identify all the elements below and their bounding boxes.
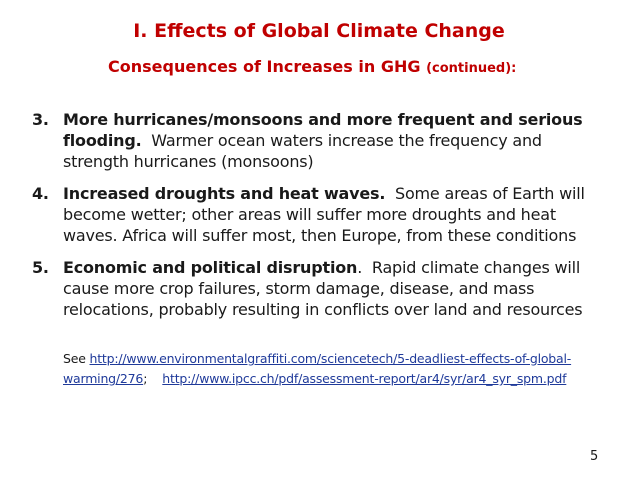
consequences-list — [32, 109, 612, 331]
source-link-ipcc[interactable]: http://www.ipcc.ch/pdf/assessment-report/ar4/syr/ar4_syr_spm.pdf — [162, 371, 567, 386]
list-item-4 — [32, 183, 612, 246]
sources-prefix: See — [63, 351, 86, 366]
item-lead: More hurricanes/monsoons and more frequent and serious flooding. — [63, 110, 583, 150]
item-text: Rapid climate changes will cause more crop failures, storm damage, disease, and mass relocations, probably resulting in conflicts over land and resources — [63, 258, 583, 319]
item-number: 4. — [32, 184, 49, 203]
slide-title: I. Effects of Global Climate Change — [133, 20, 505, 42]
item-lead: Increased droughts and heat waves. — [63, 184, 386, 203]
item-lead-suffix: . — [357, 258, 363, 277]
list-item-3 — [32, 109, 612, 172]
item-text: Some areas of Earth will become wetter; other areas will suffer more droughts and heat waves. Africa will suffer most, then Europe, from these conditions — [63, 184, 585, 245]
item-lead: Economic and political disruption — [63, 258, 358, 277]
subtitle-text: Consequences of Increases in GHG — [108, 57, 421, 76]
list-item-5 — [32, 257, 612, 320]
item-number: 5. — [32, 258, 49, 277]
slide-subtitle — [108, 57, 516, 79]
source-link-environmentalgraffiti[interactable]: http://www.environmentalgraffiti.com/sciencetech/5-deadliest-effects-of-global-warming/276 — [63, 351, 572, 386]
item-number: 3. — [32, 110, 49, 129]
sources-note — [63, 349, 603, 389]
sources-separator: ; — [143, 371, 148, 386]
subtitle-continued: (continued): — [426, 61, 517, 76]
item-text: Warmer ocean waters increase the frequency and strength hurricanes (monsoons) — [63, 131, 542, 171]
page-number: 5 — [590, 449, 599, 464]
